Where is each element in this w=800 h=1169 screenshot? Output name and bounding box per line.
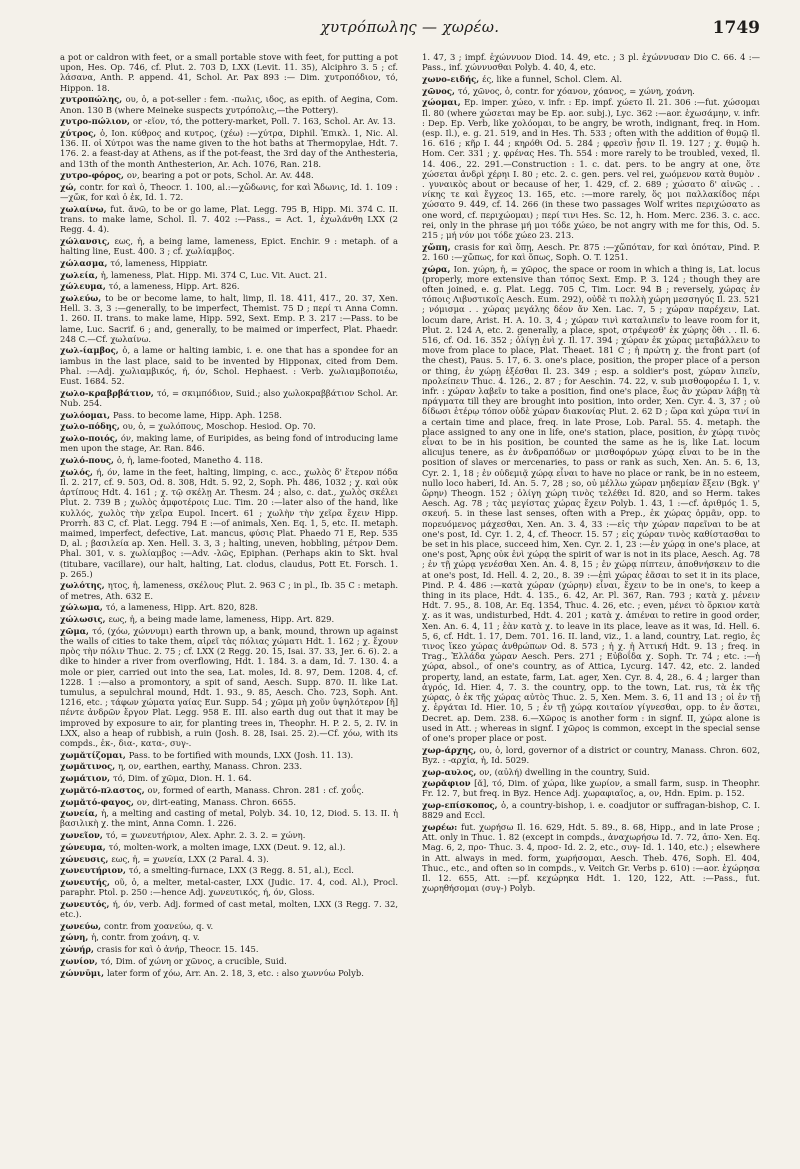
dictionary-entry (60, 270, 398, 280)
entry-headword: χωμᾰτινος, (60, 761, 116, 772)
entry-headword: χωρᾰφιον (422, 778, 471, 789)
entry-headword: χωμᾰτό-πλαστος, (60, 784, 145, 795)
entry-text: ου, ὁ, a pot-seller : fem. -πωλις, ιδος, as epith. of Aegina, Com. Anon. 130 B (where Meineke suspects χυτρόπολις,—the Pottery). (60, 94, 398, 115)
entry-headword: χῶνος, (422, 85, 455, 96)
entry-headword: χώνευσις, (60, 853, 109, 864)
entry-headword: χωμάτιον, (60, 773, 111, 784)
dictionary-entry (60, 467, 398, 579)
entry-text: fut. χωρήσω Il. 16. 629, Hdt. 5. 89., 8. 68, Hipp., and in late Prose ; Att. only in Thuc. 1. 82 (except in compds., ἀναχωρήσω Id. 7. 72, ἀπο- Xen. Eq. Mag. 6, 2, προ- Thuc. 3. 4, προσ- Id. 2. 2, etc., συγ- Id. 1. 140, etc.) ; elsewhere in Att. always in med. form, χωρήσομαι, Aesch. Theb. 476, Soph. El. 404, Thuc., etc., and often so in compds., v. Veitch Gr. Verbs p. 610) :—aor. ἐχώρησα Il. 12. 655, Att. :—pf. κεχώρηκα Hdt. 1. 120, 122, Att. :—Pass., fut. χωρηθήσομαι (συγ-) Polyb. (422, 822, 760, 894)
entry-headword: χωνεύω, (60, 920, 102, 931)
entry-headword: χωλότης, (60, 580, 105, 591)
entry-headword: χωλο-πόδης, (60, 421, 120, 432)
dictionary-entry (60, 455, 398, 465)
dictionary-entry (60, 421, 398, 431)
entry-text: ον, bearing a pot or pots, Schol. Ar. Av. 448. (126, 170, 314, 181)
entry-text: τό, a smelting-furnace, LXX (3 Regg. 8. 51, al.), Eccl. (128, 865, 354, 876)
entry-text: όν, making lame, of Euripides, as being fond of introducing lame men upon the stage, Ar. Ran. 846. (60, 433, 398, 454)
entry-text: ἡ, contr. from χοάνη, q. v. (91, 932, 200, 943)
entry-headword: χώ, (60, 181, 77, 192)
dictionary-entry (60, 293, 398, 344)
entry-text: εως, ἡ, = χωνεία, LXX (2 Paral. 4. 3). (111, 853, 269, 864)
dictionary-entry (60, 388, 398, 408)
entry-headword: χωλό-πους, (60, 455, 114, 466)
entry-headword: χώλωσις, (60, 614, 106, 625)
entry-headword: χωλαίνω, (60, 203, 107, 214)
dictionary-entry (60, 204, 398, 235)
entry-text: ου, ὁ, lord, governor of a district or country, Manass. Chron. 602, Byz. : -αρχία, ἡ, Id. 5029. (422, 744, 760, 765)
entry-text: ὁ, Ion. κύθρος and κυτρος, (χέω) :—χύτρα, Diphil. Ἐπικλ. 1, Nic. Al. 136. II. οἱ Χύτροι was the name given to the hot baths at Thermopylae, Hdt. 7. 176. 2. a feast-day at Athens, as if the pot-feast, the 3rd day of the Anthesteria, and 13th of the month Anthesterion, Ar. Ach. 1076, Ran. 218. (60, 127, 398, 169)
entry-headword: χωνίον, (60, 955, 98, 966)
dictionary-entry (422, 97, 760, 240)
entry-text: οῦ, ὁ, a melter, metal-caster, LXX (Judic. 17. 4, cod. Al.), Procl. paraphr. Ptol. p. 250 :—hence Adj. χωνευτικός, ή, όν, Gloss. (60, 876, 398, 898)
dictionary-entry (60, 842, 398, 852)
dictionary-entry (422, 800, 760, 820)
dictionary-entry (60, 626, 398, 748)
entry-text: ή, όν, lame in the feet, halting, limping, c. acc., χωλὸς δ' ἕτερον πόδα Il. 2. 217, cf. 9. 503, Od. 8. 308, Hdt. 5. 92, 2, Soph. Ph. 486, 1032 ; χ. καὶ οὐκ ἀρτίπους Hdt. 4. 161 ; χ. τῷ σκέλῃ Ar. Thesm. 24 ; also, c. dat., χωλὸς σκέλει Plut. 2. 739 B ; χωλὸς ἀμφοτέροις Luc. Tim. 20 :—later also of the hand, like κυλλός, χωλὸς τὴν χεῖρα Eupol. Incert. 61 ; χωλὴν τὴν χεῖρα ἔχειν Hipp. Prorrh. 83 C, cf. Plat. Legg. 794 E :—of animals, Xen. Eq. 1, 5, etc. II. metaph. maimed, imperfect, defective, Lat. mancus, φύσις Plat. Phaedo 71 E, Rep. 535 D, al. ; βασιλεία ap. Xen. Hell. 3. 3, 3 ; halting, uneven, hobbling, μέτρον Dem. Phal. 301, v. s. χωλίαμβος :—Adv. -λῶς, Epiphan. (Perhaps akin to Skt. hval (titubare, vacillare), our halt, halting, Lat. clodus, claudus, Pott Et. Forsch. 1. p. 265.) (60, 466, 398, 579)
dictionary-entry (60, 944, 398, 954)
dictionary-entry (60, 281, 398, 291)
entry-text: τό, a lameness, Hipp. Art. 820, 828. (105, 602, 258, 613)
entry-text: τό, lameness, Hippiatr. (110, 257, 208, 268)
entry-text: η, ον, earthen, earthy, Manass. Chron. 233. (118, 761, 303, 772)
dictionary-entry (60, 830, 398, 840)
dictionary-entry (60, 170, 398, 180)
dictionary-entry (60, 236, 398, 256)
dictionary-entry (60, 968, 398, 978)
running-head: χυτρόπωλης — χωρέω. (320, 18, 500, 36)
dictionary-entry (60, 52, 398, 93)
entry-text: τό, Dim. of χῶμα, Dion. H. 1. 64. (112, 773, 252, 784)
dictionary-entry (422, 822, 760, 893)
entry-text: or -εῖον, τό, the pottery-market, Poll. 7. 163, Schol. Ar. Av. 13. (132, 116, 396, 127)
entry-headword: χὤπη, (422, 241, 451, 252)
entry-text: crasis for καὶ ὅπῃ, Aesch. Pr. 875 :—χὤπόταν, for καὶ ὁπόταν, Pind. P. 2. 160 :—χὤπως, for καὶ ὅπως, Soph. O. T. 1251. (422, 241, 760, 262)
entry-headword: χυτροπώλης, (60, 94, 123, 105)
dictionary-entry (422, 778, 760, 798)
dictionary-entry (60, 797, 398, 807)
dictionary-entry (60, 761, 398, 771)
entry-headword: χωνευτήριον, (60, 865, 126, 876)
dictionary-entry (60, 773, 398, 783)
entry-headword: χωμᾰτό-φαγος, (60, 796, 134, 807)
entry-text: ἡ, a melting and casting of metal, Polyb. 34. 10, 12, Diod. 5. 13. II. ἡ βασιλικὴ χ. the mint, Anna Comn. 1. 226. (60, 808, 398, 829)
entry-text: Pass. to become lame, Hipp. Aph. 1258. (113, 409, 282, 420)
right-column (422, 52, 760, 1157)
dictionary-entry (422, 52, 760, 72)
page-header (60, 14, 760, 46)
entry-text: fut. ᾰνῶ, to be or go lame, Plat. Legg. 795 B, Hipp. Mi. 374 C. II. trans. to make lame, Schol. Il. 7. 402 :—Pass., = Act. 1, ἐχωλάνθη LXX (2 Regg. 4. 4). (60, 203, 398, 235)
dictionary-entry (60, 750, 398, 760)
dictionary-entry (60, 116, 398, 126)
entry-text: to be or become lame, to halt, limp, Il. 18. 411, 417., 20. 37, Xen. Hell. 3. 3, 3 :—generally, to be imperfect, Themist. 75 D ; περί τι Anna Comn. 1. 260. II. trans. to make lame, Hipp. 592, Sext. Emp. P. 3. 217 :—Pass. to be lame, Luc. Sacrif. 6 ; and, generally, to be maimed or imperfect, Plat. Phaedr. 248 C.—Cf. χωλαίνω. (60, 292, 398, 344)
entry-headword: χῶμα, (60, 625, 89, 636)
entry-headword: χώνευμα, (60, 841, 106, 852)
dictionary-entry (60, 932, 398, 942)
dictionary-entry (60, 182, 398, 202)
entry-text: τό, χῶνος, ὁ, contr. for χόανον, χόανος, = χώνη, χοάνη. (457, 85, 695, 96)
dictionary-entry (422, 264, 760, 744)
dictionary-entry (60, 345, 398, 386)
entry-text: [ᾰ], τό, Dim. of χώρα, like χωρίον, a small farm, susp. in Theophr. Fr. 12. 7, but freq. in Byz. Hence Adj. χωραφιαῖος, a, ον, Hdn. Epim. p. 152. (422, 778, 760, 799)
entry-headword: χυτρο-φόρος, (60, 170, 124, 181)
entry-text: ητος, ἡ, lameness, σκέλους Plut. 2. 963 C ; in pl., Ib. 35 C : metaph. of metres, Ath. 632 E. (60, 580, 398, 601)
dictionary-entry (60, 956, 398, 966)
entry-text: ή, όν, verb. Adj. formed of cast metal, molten, LXX (3 Regg. 7. 32, etc.). (60, 898, 398, 920)
entry-headword: χώνη, (60, 932, 89, 943)
dictionary-entry (422, 86, 760, 96)
entry-headword: χωρέω: (422, 822, 458, 833)
entry-text: ον, (αὐλή) dwelling in the country, Suid. (479, 766, 650, 777)
entry-text: τό, Dim. of χώνη or χῶνος, a crucible, Suid. (100, 955, 287, 966)
dictionary-entry (60, 580, 398, 600)
entry-headword: χωλ-ίαμβος, (60, 345, 119, 356)
entry-headword: χὠνήρ, (60, 944, 94, 955)
entry-headword: χώρα, (422, 263, 451, 274)
entry-headword: χωρ-επίσκοπος, (422, 800, 498, 811)
entry-text: contr. for καὶ ὁ, Theocr. 1. 100, al.:—χὤδωνις, for καὶ Ἄδωνις, Id. 1. 109 :—χὤκ, for καὶ ὁ ἐκ, Id. 1. 72. (60, 181, 398, 203)
dictionary-entry (60, 410, 398, 420)
entry-text: ἡ, lameness, Plat. Hipp. Mi. 374 C, Luc. Vit. Auct. 21. (100, 269, 328, 280)
dictionary-entry (422, 767, 760, 777)
entry-text: contr. from χοανεύω, q. v. (104, 920, 214, 931)
entry-text: τό, = χωνευτήριον, Alex. Aphr. 2. 3. 2. = χώνη. (105, 830, 306, 841)
entry-headword: χώλανσις, (60, 235, 110, 246)
entry-text: Pass. to be fortified with mounds, LXX (Josh. 11. 13). (128, 749, 354, 760)
entry-headword: χωρ-αυλος, (422, 766, 477, 777)
entry-headword: χυτρο-πώλιον, (60, 116, 130, 127)
entry-headword: χωνεία, (60, 808, 98, 819)
entry-text: εως, ἡ, a being lame, lameness, Epict. Enchir. 9 : metaph. of a halting line, Eust. 400. 3 ; cf. χωλίαμβος. (60, 235, 398, 257)
entry-text: ον, formed of earth, Manass. Chron. 281 : cf. χοΰς. (147, 784, 364, 795)
entry-headword: χωλο-κραβρβάτιον, (60, 387, 154, 398)
entry-headword: χωμᾰτίζομαι, (60, 749, 126, 760)
entry-headword: χύτρος, (60, 127, 97, 138)
dictionary-entry (60, 865, 398, 875)
dictionary-entry (60, 785, 398, 795)
entry-text: Ion. χώρη, ἡ, = χῶρος, the space or room in which a thing is, Lat. locus (properly, more extensive than τόπος Sext. Emp. P. 3. 124 ; though they are often joined, e. g. Plat. Legg. 705 C, Tim. Locr. 94 B ; reversely, χώρας ἐν τόποις Λιβυστικοῖς Aesch. Eum. 292), οὐδὲ τι πολλὴ χώρη μεσσηγύς Il. 23. 521 ; νόμισμα . . χώρας μεγάλης δέον ἄν Xen. Lac. 7, 5 ; χώραν παρέχειν, Lat. locum dare, Arist. H. A. 10. 3, 4 ; χώραν τινὶ καταλιπεῖν to leave room for it, Plut. 2. 124 A, etc. 2. generally, a place, spot, στρέψεσθ' ἐκ χώρης ὅθι . . Il. 6. 516, cf. Od. 16. 352 ; ὀλίγῃ ἐνὶ χ. Il. 17. 394 ; χώραν ἐκ χώρας μεταβάλλειν to move from place to place, Plat. Theaet. 181 C ; ἡ πρώτη χ. the front part (of the chest), Paus. 5. 17, 6. 3. one's place, position, the proper place of a person or thing, ἐν χώρῃ ἑξέσθαι Il. 23. 349 ; esp. a soldier's post, χώραν λιπεῖν, προλείπειν Thuc. 4. 126., 2. 87 ; for Aeschin. 74. 22, v. sub μισθοφορέω I. 1, v. infr. : χώραν λαβεῖν to take a position, find one's place, ἕως ἂν χώραν λάβῃ τὰ πράγματα till they are brought into position, into order, Xen. Cyr. 4. 3, 37 ; οὐ δίδωσι ἑτέρῳ τόπον οὐδὲ χώραν διακονίας Plut. 2. 62 D ; ὥρα καὶ χώρα τινί in a certain time and place, freq. in late Prose, Lob. Paral. 55. 4. metaph. the place assigned to any one in life, one's station, place, position, ἐν χώρᾳ τινὸς εἶναι to be in his position, be counted the same as he is, like Lat. locum alicujus tenere, as ἐν ἀνδραπόδων or μισθοφόρων χώρᾳ εἶναι to be in the position of slaves or mercenaries, to pass or rank as such, Xen. An. 5. 6, 13, Cyr. 2. 1, 18 ; ἐν οὐδεμιᾷ χώρᾳ εἶναι to have no place or rank, be in no esteem, nullo loco haberi, Id. An. 5. 7, 28 ; so, οὐ μέλλω χώραν μηδεμίαν ἕξειν (Bgk. γ' ὥρην) Theogn. 152 ; ὀλίγη χώρη τινὸς τελέθει Id. 820, and so Herm. takes Aesch. Ag. 78 ; τὰς μεγίστας χώρας ἔχειν Polyb. 1. 43, 1 :—cf. ἀριθμός 1. 5, σκευή. 5. in these last senses, often with a Prep., ἐκ χώρας ὁρμᾶν, opp. to πορευόμενος μάχεσθαι, Xen. An. 3. 4, 33 :—εἰς τὴν χώραν παρεῖναι to be at one's post, Id. Cyr. 1. 2, 4, cf. Theocr. 15. 57 ; εἰς χώραν τινὸς καθίστασθαι to be set in his place, succeed him, Xen. Cyr. 2. 1, 23 :—ἐν χώρᾳ in one's place, at one's post, Ἄρης οὐκ ἐνὶ χώρᾳ the spirit of war is not in its place, Aesch. Ag. 78 ; ἐν τῇ χώρᾳ γενέσθαι Xen. An. 4. 8, 15 ; ἐν χώρᾳ πίπτειν, ἀποθνήσκειν to die at one's post, Id. Hell. 4. 2, 20., 8. 39 :—ἐπὶ χώρας ἐᾶσαι to set it in its place, Pind. P. 4. 486 :—κατὰ χώραν (χώρην) εἶναι, ἔχειν to be in one's, to keep a thing in its place, Hdt. 4. 135., 6. 42, Ar. Pl. 367, Ran. 793 ; κατὰ χ. μένειν Hdt. 7. 95., 8. 108, Ar. Eq. 1354, Thuc. 4. 26, etc. ; even, μένει τὸ ὅρκιον κατὰ χ. as it was, undisturbed, Hdt. 4. 201 ; κατὰ χ. ἀπιέναι to retire in good order, Xen. An. 6. 4, 11 ; ἐὰν κατὰ χ. to leave in its place, leave as it was, Id. Hell. 6. 5, 6, cf. Hdt. 1. 17, Dem. 701. 16. II. land, viz., 1. a land, country, Lat. regio, ἐς τινος ἴκεο χώρας ἀνθρώπων Od. 8. 573 ; ἡ χ. ἡ Ἀττική Hdt. 9. 13 ; freq. in Trag., Ἑλλάδα χώραν Aesch. Pers. 271 ; Εὐβοΐδα χ. Soph. Tr. 74 ; etc. :—ἡ χώρα, absol., of one's country, as of Attica, Lycurg. 147. 42, etc. 2. landed property, land, an estate, farm, Lat. ager, Xen. Cyr. 8. 4, 28., 6. 4 ; larger than ἀγρός, Id. Hier. 4, 7. 3. the country, opp. to the town, Lat. rus, τὰ ἐκ τῆς χώρας, ὁ ἐκ τῆς χώρας αὐτὸς Thuc. 2. 5, Xen. Mem. 3. 6, 11 and 13 ; οἱ ἐν τῇ χ. ἐργάται Id. Hier. 10, 5 ; ἐν τῇ χώρᾳ κοιταίον γίγνεσθαι, opp. to ἐν ἄστει, Decret. ap. Dem. 238. 6.—Χῶρος is another form : in signf. II, χώρα alone is used in Att. ; whereas in signf. I χῶρος is common, except in the special sense of one's proper place or post. (422, 263, 760, 743)
entry-headword: χώομαι, (422, 97, 461, 108)
entry-headword: χωλός, (60, 466, 93, 477)
entry-text: Ep. imper. χώεο, v. infr. : Ep. impf. χώετο Il. 21. 306 :—fut. χώσομαι Il. 80 (where χώσεται may be Ep. aor. subj.), Lyc. 362 :—aor. ἐχωσάμην, v. infr. : Dep. Ep. Verb, like χολόομαι, to be angry, be wroth, indignant, freq. in Hom. (esp. Il.), e. g. 21. 519, and in Hes. Th. 533 ; often with the addition of θυμῷ Il. 16. 616 ; κῆρ I. 44 ; κηρόθι Od. 5. 284 ; φρεσὶν ᾗσιν Il. 19. 127 ; χ. θυμῷ h. Hom. Cer. 331 ; χ. φρένας Hes. Th. 554 : more rarely to be troubled, vexed, Il. 14. 406., 22. 291.—Construction : 1. c. dat. pers. to be angry at one, ὅτε χώσεται ἀνδρὶ χέρηι I. 80 ; etc. 2. c. gen. pers. vel rei, χωόμενον κατὰ θυμὸν . . γυναικὸς about or because of her, 1. 429, cf. 2. 689 ; χώσατο δ' αἰνῶς . . νίκης τε καὶ ἔγχεος 13. 165, etc. :—more rarely, ὅς μοι παλλακίδος πέρι χώσατο 9. 449, cf. 14. 266 (in these two passages Wolf writes περιχώσατο as one word, cf. περιχώομαι) ; περί τινι Hes. Sc. 12, h. Hom. Merc. 236. 3. c. acc. rei, only in the phrase μή μοι τόδε χώεο, be not angry with me for this, Od. 5. 215 ; μή νύν μοι τόδε χώεο 23. 213. (422, 97, 760, 240)
dictionary-entry (60, 921, 398, 931)
entry-text: ὁ, ἡ, lame-footed, Manetho 4. 118. (116, 455, 263, 466)
entry-text: τό, (χόω, χώννυμι) earth thrown up, a bank, mound, thrown up against the walls of cities to take them, αἱρεῖ τὰς πόλιας χώματι Hdt. 1. 162 ; χ. ἔχουν πρὸς τὴν πόλιν Thuc. 2. 75 ; cf. LXX (2 Regg. 20. 15, Isai. 37. 33, Jer. 6. 6). 2. a dike to hinder a river from overflowing, Hdt. 1. 184. 3. a dam, Id. 7. 130. 4. a mole or pier, carried out into the sea, Lat. moles, Id. 8. 97, Dem. 1208. 4, cf. 1228. 1 :—also a promontory, a spit of sand, Aesch. Supp. 870. II. like Lat. tumulus, a sepulchral mound, Hdt. 1. 93., 9. 85, Aesch. Cho. 723, Soph. Ant. 1216, etc. ; τάφων χώματα γαίας Eur. Supp. 54 ; χῶμα μὴ χοῦν ὑψηλότερον [ἤ] πέντε ἀνδρῶν ἔργον Plat. Legg. 958 E. III. also earth dug out that it may be improved by exposure to air, for planting trees in, Theophr. H. P. 2. 5, 2. IV. in LXX, also a heap of rubbish, a ruin (Josh. 8. 28, Isai. 25. 2).—Cf. χόω, with its compds., ἐκ-, δια-, κατα-, συγ-. (60, 625, 398, 748)
dictionary-entry (60, 877, 398, 897)
entry-headword: χώλωμα, (60, 602, 103, 613)
dictionary-entry (60, 854, 398, 864)
dictionary-entry (60, 602, 398, 612)
entry-headword: χώννῡμι, (60, 967, 105, 978)
dictionary-entry (60, 128, 398, 169)
entry-text: ου, ὁ, = χωλόπους, Moschop. Hesiod. Op. 70. (122, 421, 316, 432)
entry-headword: χωλόομαι, (60, 409, 111, 420)
entry-headword: χώλευμα, (60, 281, 106, 292)
page-number: 1749 (712, 18, 760, 38)
entry-text: εως, ἡ, a being made lame, lameness, Hipp. Art. 829. (108, 614, 335, 625)
entry-headword: χωνευτής, (60, 876, 110, 887)
entry-text: ὁ, a lame or halting iambic, i. e. one that has a spondee for an iambus in the last place, said to be invented by Hipponax, cited from Dem. Phal. :—Adj. χωλιαμβικός, ή, όν, Schol. Hephaest. : Verb. χωλιαμβοποιέω, Eust. 1684. 52. (60, 345, 398, 387)
entry-text: crasis for καὶ ὁ ἀνήρ, Theocr. 15. 145. (96, 944, 259, 955)
dictionary-entry (422, 74, 760, 84)
entry-headword: χωλεία, (60, 269, 98, 280)
dictionary-entry (60, 808, 398, 828)
dictionary-entry (60, 899, 398, 919)
entry-headword: χωνευτός, (60, 898, 110, 909)
columns (60, 52, 760, 1157)
entry-text: τό, molten-work, a molten image, LXX (Deut. 9. 12, al.). (108, 841, 346, 852)
entry-text: later form of χόω, Arr. An. 2. 18, 3, etc. : also χωννύω Polyb. (106, 967, 364, 978)
entry-text: ὁ, a country-bishop, i. e. coadjutor or suffragan-bishop, C. I. 8829 and Eccl. (422, 800, 760, 821)
dictionary-entry (60, 614, 398, 624)
entry-text: τό, = σκιμπόδιον, Suid.; also χωλοκραββάτιον Schol. Ar. Nub. 254. (60, 387, 398, 408)
dictionary-entry (60, 433, 398, 453)
entry-text: a pot or caldron with feet, or a small portable stove with feet, for putting a pot upon, Hes. Op. 746, cf. Plut. 2. 703 D, LXX (Levit. 11. 35), Alciphro 3. 5 ; cf. λάσανα, Anth. P. append. 41, Schol. Ar. Pax 893 :— Dim. χυτροπόδιον, τό, Hippon. 18. (60, 52, 398, 93)
dictionary-entry (422, 242, 760, 262)
entry-headword: χωνο-ειδής, (422, 73, 480, 84)
dictionary-entry (60, 258, 398, 268)
left-column (60, 52, 398, 1157)
dictionary-entry (60, 94, 398, 114)
entry-text: τό, a lameness, Hipp. Art. 826. (108, 281, 240, 292)
entry-headword: χωλο-ποιός, (60, 433, 118, 444)
entry-text: ον, dirt-eating, Manass. Chron. 6655. (136, 796, 297, 807)
entry-text: ές, like a funnel, Schol. Clem. Al. (482, 73, 622, 84)
dictionary-entry (422, 745, 760, 765)
entry-headword: χωρ-άρχης, (422, 744, 477, 755)
entry-headword: χωλεύω, (60, 292, 102, 303)
entry-headword: χώλασμα, (60, 257, 108, 268)
entry-headword: χωνεῖον, (60, 830, 103, 841)
entry-text: 1. 47, 3 ; impf. ἐχώννυον Diod. 14. 49, etc. ; 3 pl. ἐχώννυσαν Dio C. 66. 4 :—Pass., inf. χώννυσθαι Polyb. 4. 40, 4, etc. (422, 52, 760, 73)
